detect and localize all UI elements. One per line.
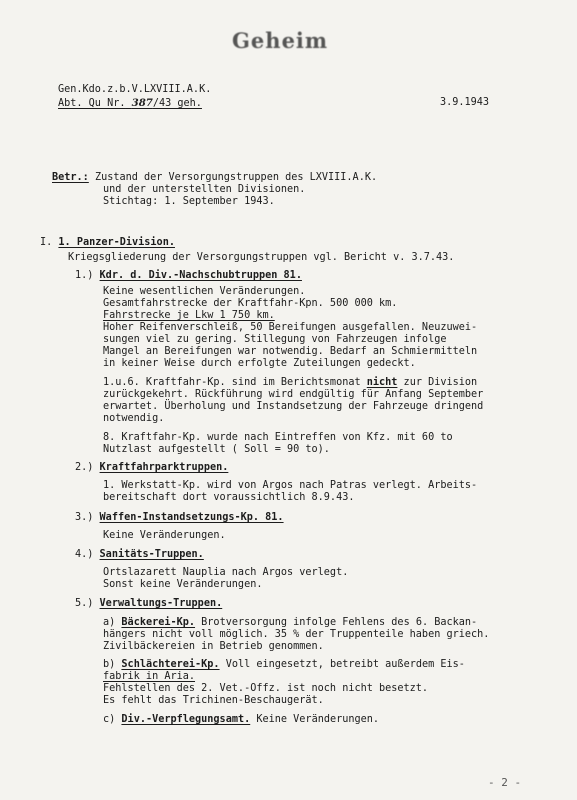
subject-line-1 xyxy=(52,172,377,184)
section-1-para3-line: 8. Kraftfahr-Kp. wurde nach Eintreffen von Kfz. mit 60 to xyxy=(103,432,453,443)
section-5a-line: hängers nicht voll möglich. 35 % der Truppenteile haben griech. xyxy=(103,629,490,640)
section-4-heading xyxy=(75,549,204,561)
section-5b-label: b) xyxy=(103,659,116,670)
section-1-line: Fahrstrecke je Lkw 1 750 km. xyxy=(103,310,275,321)
section-3-title: Waffen-Instandsetzungs-Kp. 81. xyxy=(99,512,284,523)
section-5b-line: Fehlstellen des 2. Vet.-Offz. ist noch nicht besetzt. xyxy=(103,683,429,694)
section-1-line: Hoher Reifenverschleiß, 50 Bereifungen ausgefallen. Neuzuwei- xyxy=(103,322,478,333)
section-1-line: in keiner Weise durch erfolgte Zuteilungen gedeckt. xyxy=(103,358,416,369)
section-1-title: Kdr. d. Div.-Nachschubtruppen 81. xyxy=(99,270,302,281)
reference-number-handwritten: 387 xyxy=(131,97,153,109)
reference-suffix: /43 geh. xyxy=(152,98,202,109)
subject-line-2: und der unterstellten Divisionen. xyxy=(103,184,306,195)
section-5-title: Verwaltungs-Truppen. xyxy=(99,598,223,609)
subject-label: Betr.: xyxy=(52,172,89,183)
section-5c-first xyxy=(103,714,379,726)
section-2-number: 2.) xyxy=(75,462,94,473)
issuing-unit: Gen.Kdo.z.b.V.LXVIII.A.K. xyxy=(58,84,212,95)
para2-emphasis: nicht xyxy=(366,377,398,388)
document-date: 3.9.1943 xyxy=(440,97,490,108)
section-1-para2-line: zurückgekehrt. Rückführung wird endgültig für Anfang September xyxy=(103,389,484,400)
section-1-para2-line: erwartet. Überholung und Instandsetzung der Fahrzeuge dringend xyxy=(103,401,484,412)
section-2-heading xyxy=(75,462,228,474)
reference-line xyxy=(58,97,202,110)
section-5-heading xyxy=(75,598,222,610)
subject-line-3: Stichtag: 1. September 1943. xyxy=(103,196,275,207)
page-number: - 2 - xyxy=(488,776,522,789)
section-5-number: 5.) xyxy=(75,598,94,609)
section-5c-text: Keine Veränderungen. xyxy=(250,714,380,725)
section-1-line: Gesamtfahrstrecke der Kraftfahr-Kpn. 500 000 km. xyxy=(103,298,398,309)
section-1-line: sungen viel zu gering. Stillegung von Fahrzeugen infolge xyxy=(103,334,447,345)
division-title: 1. Panzer-Division. xyxy=(58,237,175,248)
section-1-line: Keine wesentlichen Veränderungen. xyxy=(103,286,306,297)
para2-text-end: zur Division xyxy=(397,377,478,388)
subject-text-1: Zustand der Versorgungstruppen des LXVIII.A.K. xyxy=(94,172,378,183)
section-1-para2-first xyxy=(103,377,477,389)
section-2-line: 1. Werkstatt-Kp. wird von Argos nach Patras verlegt. Arbeits- xyxy=(103,480,478,491)
section-3-number: 3.) xyxy=(75,512,94,523)
section-5b-title: Schlächterei-Kp. xyxy=(121,659,220,670)
division-roman: I. xyxy=(40,237,53,248)
section-5a-title: Bäckerei-Kp. xyxy=(121,617,196,628)
section-5b-first xyxy=(103,659,465,671)
para2-text-start: 1.u.6. Kraftfahr-Kp. sind im Berichtsmonat xyxy=(103,377,367,388)
section-4-number: 4.) xyxy=(75,549,94,560)
classification-stamp: Geheim xyxy=(232,28,329,53)
division-intro: Kriegsgliederung der Versorgungstruppen vgl. Bericht v. 3.7.43. xyxy=(68,252,455,263)
section-1-number: 1.) xyxy=(75,270,94,281)
section-5a-text: Brotversorgung infolge Fehlens des 6. Backan- xyxy=(195,617,478,628)
section-1-line: Mangel an Bereifungen war notwendig. Bedarf an Schmiermitteln xyxy=(103,346,478,357)
reference-prefix: Abt. Qu Nr. xyxy=(58,98,126,109)
section-2-line: bereitschaft dort voraussichtlich 8.9.43. xyxy=(103,492,355,503)
section-4-title: Sanitäts-Truppen. xyxy=(99,549,204,560)
section-5b-text: Voll eingesetzt, betreibt außerdem Eis- xyxy=(219,659,465,670)
section-5a-line: Zivilbäckereien in Betrieb genommen. xyxy=(103,641,324,652)
section-3-heading xyxy=(75,512,284,524)
section-3-line: Keine Veränderungen. xyxy=(103,530,226,541)
section-5a-first xyxy=(103,617,477,629)
section-5b-line: fabrik in Aria. xyxy=(103,671,196,682)
section-4-line: Sonst keine Veränderungen. xyxy=(103,579,263,590)
section-5c-title: Div.-Verpflegungsamt. xyxy=(121,714,251,725)
section-5c-label: c) xyxy=(103,714,116,725)
section-2-title: Kraftfahrparktruppen. xyxy=(99,462,229,473)
section-5b-line: Es fehlt das Trichinen-Beschaugerät. xyxy=(103,695,324,706)
section-5a-label: a) xyxy=(103,617,116,628)
section-1-para3-line: Nutzlast aufgestellt ( Soll = 90 to). xyxy=(103,444,330,455)
section-1-heading xyxy=(75,270,302,282)
section-1-para2-line: notwendig. xyxy=(103,413,165,424)
section-4-line: Ortslazarett Nauplia nach Argos verlegt. xyxy=(103,567,349,578)
division-heading xyxy=(40,237,175,249)
